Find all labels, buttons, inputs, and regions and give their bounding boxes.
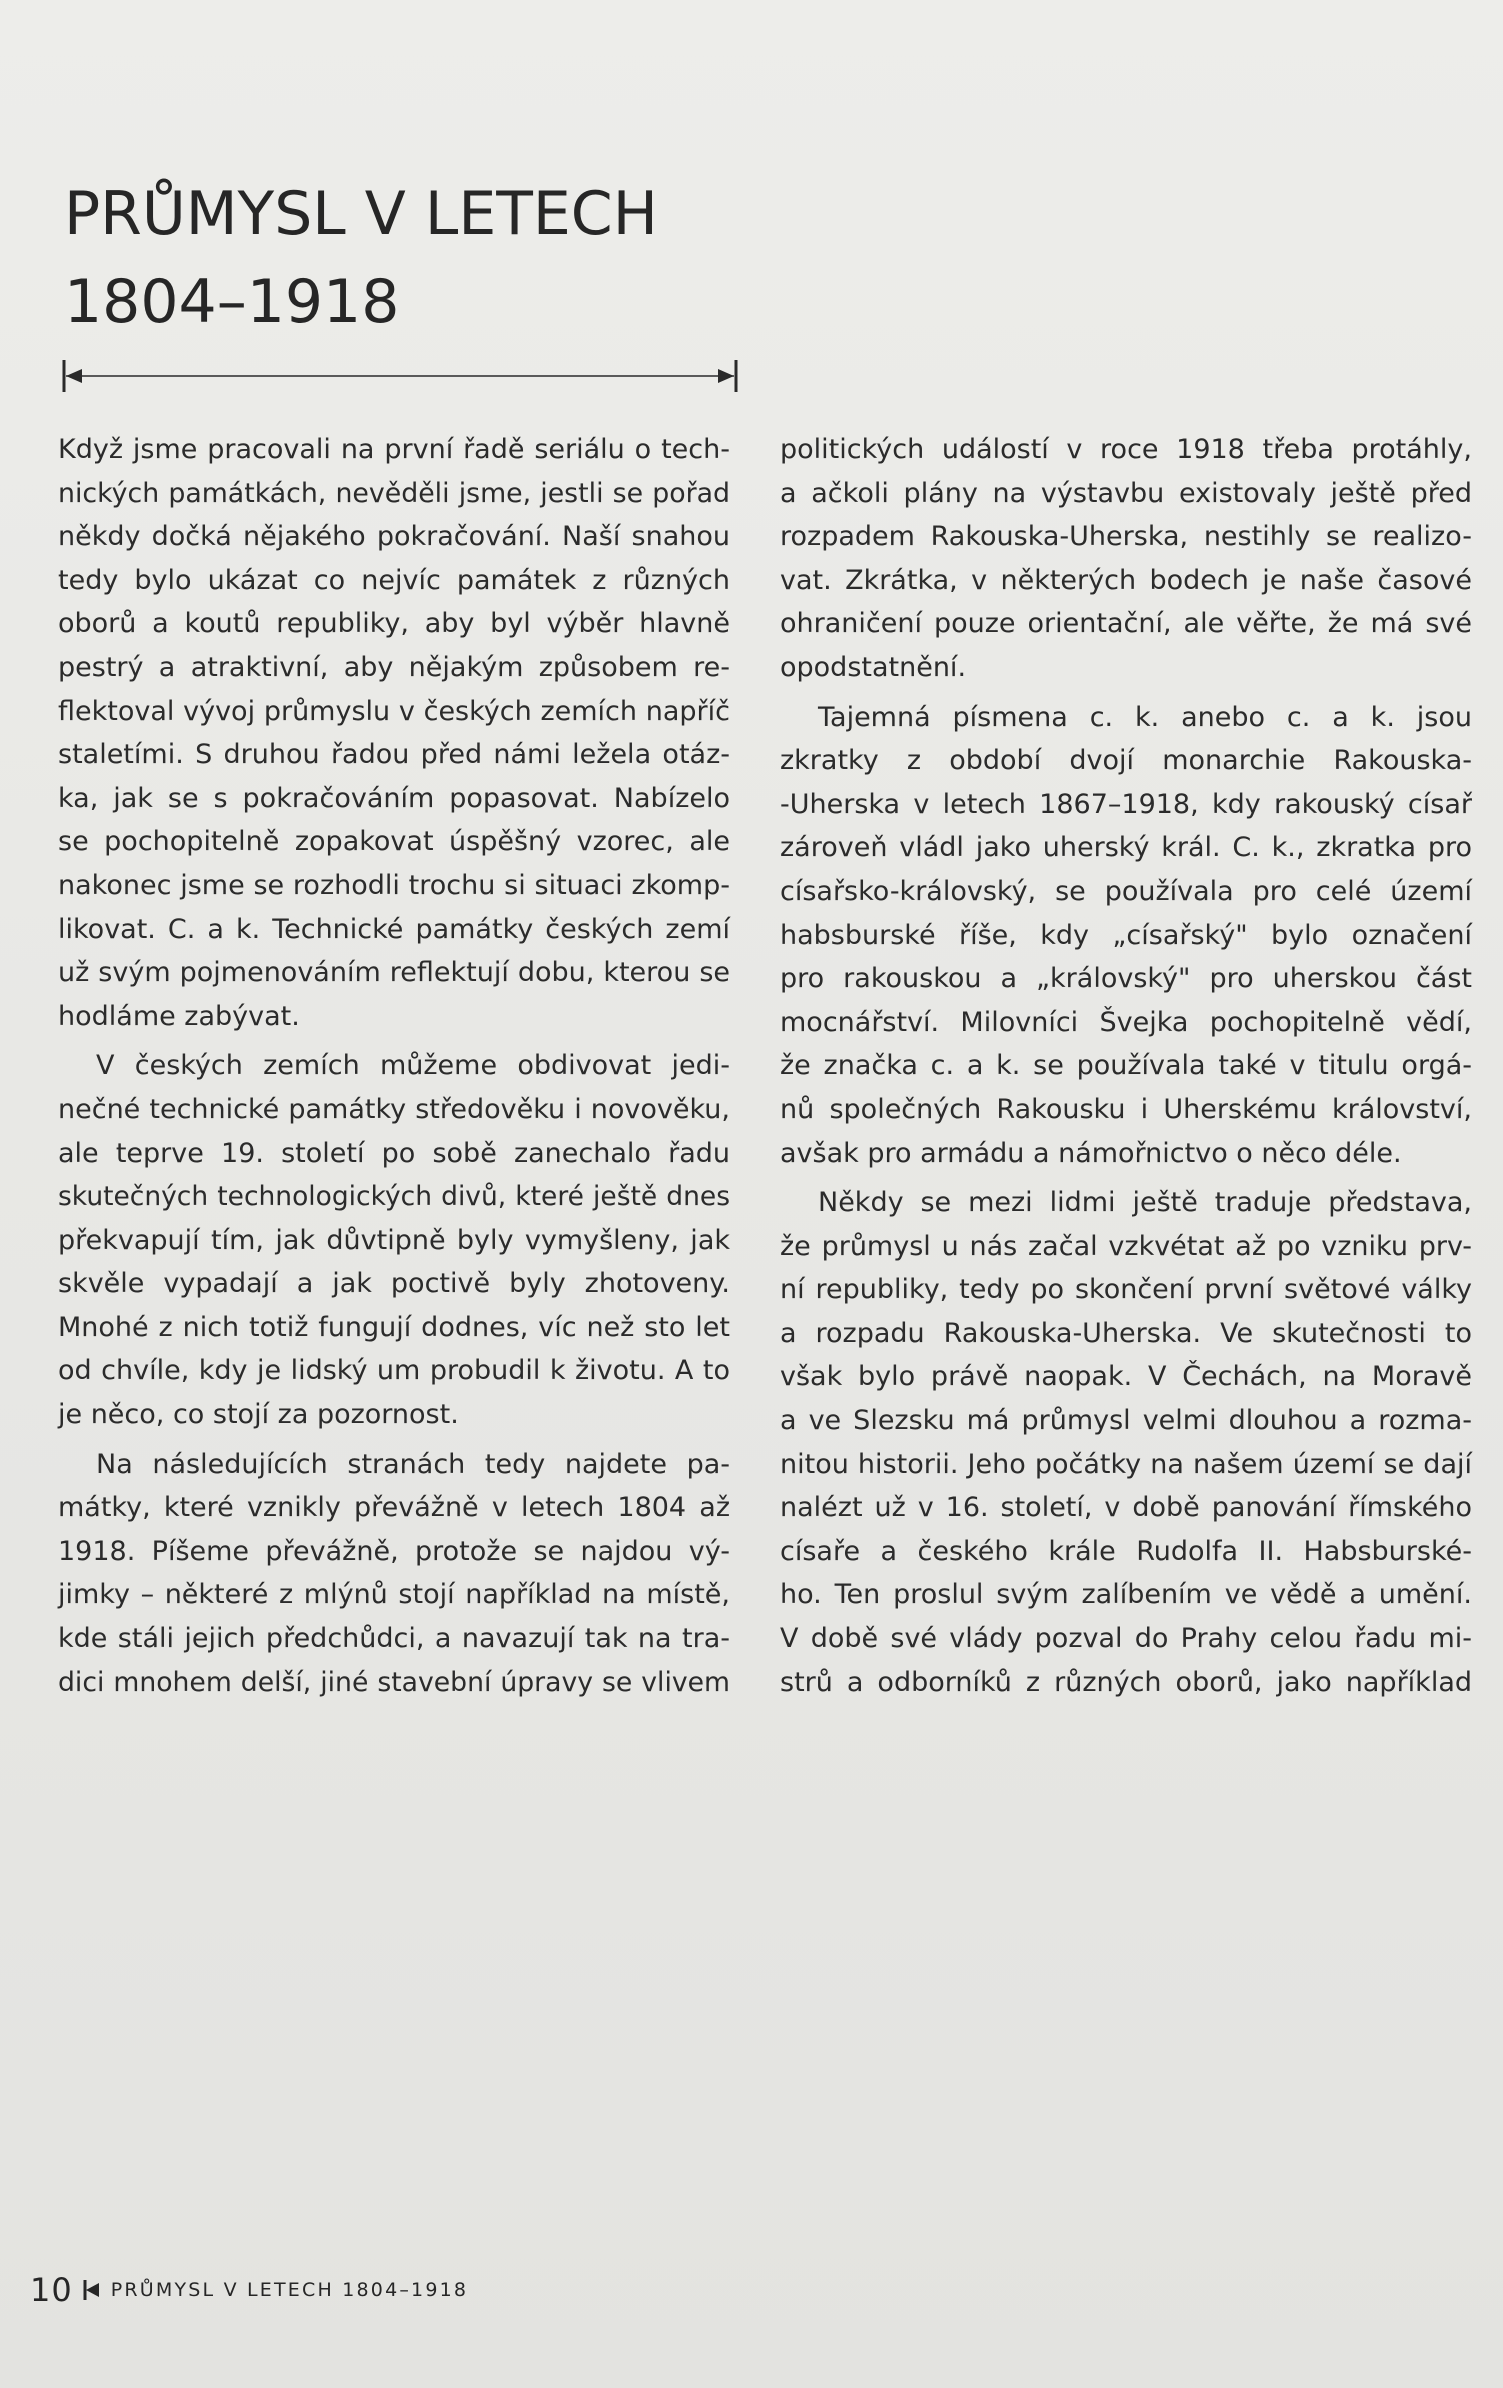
text-column-left	[58, 428, 730, 1704]
text-line: ní republiky, tedy po skončení první světové války	[780, 1274, 1472, 1306]
text-line: Někdy se mezi lidmi ještě traduje představa,	[818, 1187, 1472, 1219]
text-line: že průmysl u nás začal vzkvétat až po vzniku prv-	[780, 1230, 1472, 1262]
text-line: zkratky z období dvojí monarchie Rakouska-	[780, 745, 1472, 777]
text-line: a ačkoli plány na výstavbu existovaly ještě před	[780, 477, 1472, 509]
text-line: a ve Slezsku má průmysl velmi dlouhou a rozma-	[780, 1405, 1472, 1437]
text-line: likovat. C. a k. Technické památky českých zemí	[58, 913, 730, 945]
text-line: Tajemná písmena c. k. anebo c. a k. jsou	[818, 701, 1472, 733]
text-line: pestrý a atraktivní, aby nějakým způsobem re-	[58, 651, 730, 683]
text-line: strů a odborníků z různých oborů, jako například	[780, 1666, 1472, 1698]
text-line: avšak pro armádu a námořnictvo o něco déle.	[780, 1137, 1402, 1169]
text-line: opodstatnění.	[780, 651, 967, 683]
text-line: -Uherska v letech 1867–1918, kdy rakouský císař	[780, 788, 1472, 820]
text-line: politických událostí v roce 1918 třeba protáhly,	[780, 434, 1472, 465]
text-line: nakonec jsme se rozhodli trochu si situaci zkomp-	[58, 869, 730, 901]
running-title: PRŮMYSL V LETECH 1804–1918	[110, 2279, 469, 2301]
text-line: 1918. Píšeme převážně, protože se najdou vý-	[58, 1535, 730, 1567]
text-line: nů společných Rakousku i Uherskému království,	[780, 1093, 1472, 1125]
text-line: císaře a českého krále Rudolfa II. Habsburské-	[780, 1535, 1472, 1567]
text-line: je něco, co stojí za pozornost.	[58, 1399, 459, 1431]
text-line: kde stáli jejich předchůdci, a navazují tak na tra-	[58, 1623, 730, 1655]
text-line: staletími. S druhou řadou před námi ležela otáz-	[58, 739, 730, 771]
text-line: mocnářství. Milovníci Švejka pochopitelně vědí,	[780, 1006, 1472, 1038]
text-column-right	[780, 428, 1472, 1704]
text-line: nitou historii. Jeho počátky na našem území se dají	[780, 1448, 1472, 1480]
page-title-line-1: PRŮMYSL V LETECH	[64, 179, 658, 249]
text-line: nečné technické památky středověku i novověku,	[58, 1093, 730, 1125]
text-line: už svým pojmenováním reflektují dobu, kterou se	[58, 957, 730, 989]
text-line: a rozpadu Rakouska-Uherska. Ve skutečnosti to	[780, 1317, 1472, 1349]
text-line: nických památkách, nevěděli jsme, jestli se pořad	[58, 477, 730, 509]
page-title	[64, 170, 658, 346]
text-line: císařsko-královský, se používala pro celé území	[780, 875, 1472, 907]
page-number: 10	[30, 2271, 73, 2309]
text-line: V českých zemích můžeme obdivovat jedi-	[96, 1050, 730, 1082]
text-line: jimky – některé z mlýnů stojí například na místě,	[58, 1579, 730, 1611]
text-line: habsburské říše, kdy „císařský" bylo označení	[780, 919, 1472, 951]
text-line: ho. Ten proslul svým zalíbením ve vědě a umění.	[780, 1579, 1472, 1611]
text-line: tedy bylo ukázat co nejvíc památek z různých	[58, 564, 730, 596]
page-title-line-2: 1804–1918	[64, 267, 400, 337]
text-line: zároveň vládl jako uherský král. C. k., zkratka pro	[780, 832, 1472, 864]
timeline-arrow-icon	[62, 356, 738, 396]
text-line: od chvíle, kdy je lidský um probudil k životu. A to	[58, 1355, 730, 1387]
text-line: ale teprve 19. století po sobě zanechalo řadu	[58, 1137, 730, 1169]
text-line: flektoval vývoj průmyslu v českých zemích napříč	[58, 695, 730, 727]
text-line: pro rakouskou a „královský" pro uherskou část	[780, 963, 1472, 995]
text-line: ohraničení pouze orientační, ale věřte, že má své	[780, 608, 1472, 640]
text-line: Když jsme pracovali na první řadě seriálu o tech-	[58, 434, 730, 465]
text-line: hodláme zabývat.	[58, 1000, 300, 1032]
text-line: nalézt už v 16. století, v době panování římského	[780, 1492, 1472, 1524]
text-line: Mnohé z nich totiž fungují dodnes, víc než sto let	[58, 1311, 730, 1343]
text-line: Na následujících stranách tedy najdete pa-	[96, 1448, 730, 1480]
text-line: skutečných technologických divů, které ještě dnes	[58, 1181, 730, 1213]
text-line: že značka c. a k. se používala také v titulu orgá-	[780, 1050, 1472, 1082]
text-line: rozpadem Rakouska-Uherska, nestihly se realizo-	[780, 521, 1472, 553]
text-line: oborů a koutů republiky, aby byl výběr hlavně	[58, 608, 730, 640]
text-line: vat. Zkrátka, v některých bodech je naše časové	[780, 564, 1472, 596]
text-line: ka, jak se s pokračováním popasovat. Nabízelo	[58, 782, 730, 814]
text-line: někdy dočká nějakého pokračování. Naší snahou	[58, 521, 730, 553]
text-line: dici mnohem delší, jiné stavební úpravy se vlivem	[58, 1666, 730, 1698]
text-line: skvěle vypadají a jak poctivě byly zhotoveny.	[58, 1268, 730, 1300]
text-line: V době své vlády pozval do Prahy celou řadu mi-	[780, 1623, 1472, 1655]
text-line: však bylo právě naopak. V Čechách, na Moravě	[780, 1361, 1472, 1393]
page-footer	[30, 2268, 468, 2312]
text-line: překvapují tím, jak důvtipně byly vymyšleny, jak	[58, 1224, 730, 1256]
text-line: mátky, které vznikly převážně v letech 1804 až	[58, 1492, 730, 1524]
footer-arrow-icon	[83, 2277, 101, 2303]
text-line: se pochopitelně zopakovat úspěšný vzorec, ale	[58, 826, 730, 858]
